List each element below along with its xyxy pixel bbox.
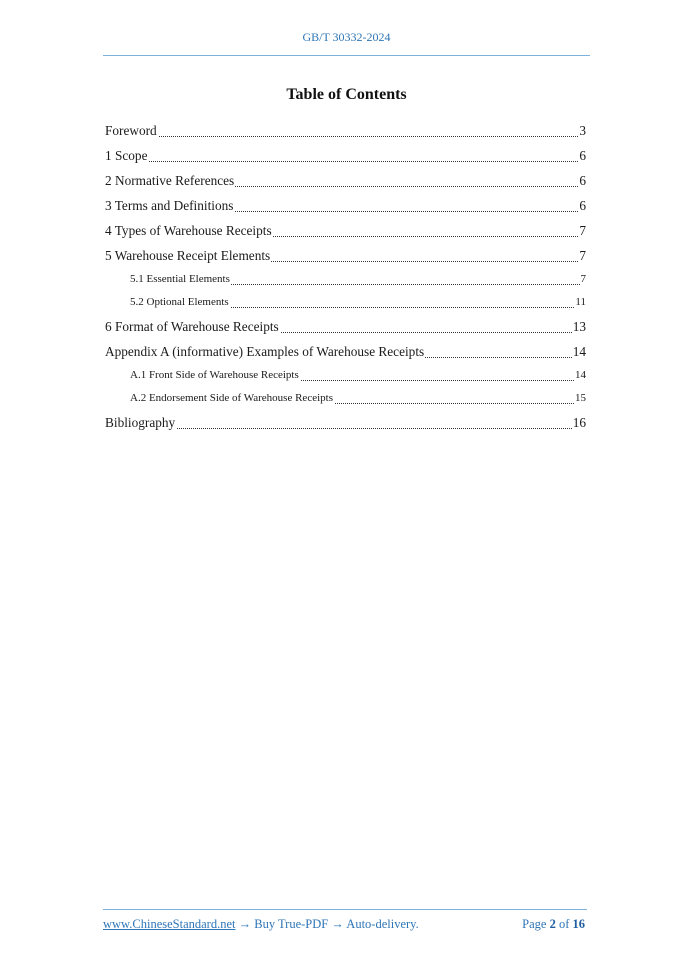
standard-code: GB/T 30332-2024 — [302, 30, 391, 44]
toc-entry[interactable] — [105, 339, 586, 364]
toc-entry-page: 7 — [578, 243, 586, 268]
toc-leader-dots — [105, 428, 586, 429]
toc-entry[interactable] — [105, 168, 586, 193]
header-divider — [103, 55, 590, 56]
toc-entry-label: A.1 Front Side of Warehouse Receipts — [130, 369, 299, 381]
toc-entry-label: 5 Warehouse Receipt Elements — [105, 248, 271, 263]
document-header — [103, 30, 590, 45]
site-link[interactable]: www.ChineseStandard.net — [103, 917, 236, 931]
current-page-number: 2 — [549, 917, 556, 931]
page-prefix: Page — [522, 917, 547, 931]
toc-entry-label: Appendix A (informative) Examples of Warehouse Receipts — [105, 344, 425, 359]
toc-entry-page: 6 — [578, 143, 586, 168]
toc-entry[interactable] — [105, 410, 586, 435]
toc-entry-page: 15 — [574, 387, 586, 410]
toc-entry-page: 7 — [578, 218, 586, 243]
toc-entry-label: 5.1 Essential Elements — [130, 273, 230, 285]
toc-entry-page: 6 — [578, 168, 586, 193]
promo-text: → Buy True-PDF → Auto-delivery. — [235, 917, 419, 931]
page-of: of — [558, 917, 570, 931]
toc-entry-page: 13 — [572, 314, 586, 339]
toc-entry[interactable] — [105, 118, 586, 143]
toc-entry-label: 4 Types of Warehouse Receipts — [105, 223, 272, 238]
toc-entry-label: A.2 Endorsement Side of Warehouse Receipts — [130, 392, 333, 404]
toc-entry-page: 3 — [578, 118, 586, 143]
toc-entry-page: 14 — [572, 339, 586, 364]
toc-entry[interactable] — [105, 291, 586, 314]
toc-entry-label: 1 Scope — [105, 148, 148, 163]
toc-entry-label: 6 Format of Warehouse Receipts — [105, 319, 279, 334]
toc-entry[interactable] — [105, 243, 586, 268]
page-indicator — [522, 917, 585, 932]
toc-entry-label: Bibliography — [105, 415, 176, 430]
toc-entry-label: Foreword — [105, 123, 157, 138]
toc-entry-page: 14 — [574, 364, 586, 387]
toc-entry-label: 3 Terms and Definitions — [105, 198, 234, 213]
toc-entry[interactable] — [105, 143, 586, 168]
toc-title: Table of Contents — [286, 86, 407, 103]
toc-entry[interactable] — [105, 193, 586, 218]
total-pages-number: 16 — [572, 917, 585, 931]
toc-entry[interactable] — [105, 218, 586, 243]
toc-entry[interactable] — [105, 314, 586, 339]
toc-entry[interactable] — [105, 387, 586, 410]
toc-entry[interactable] — [105, 364, 586, 387]
toc-entry-page: 7 — [580, 268, 587, 291]
toc-leader-dots — [105, 161, 586, 162]
toc-entry-page: 11 — [574, 291, 586, 314]
footer-divider — [103, 909, 587, 910]
toc-entry-page: 6 — [578, 193, 586, 218]
toc-entry-label: 2 Normative References — [105, 173, 235, 188]
toc-entry-page: 16 — [572, 410, 586, 435]
toc-entry[interactable] — [105, 268, 586, 291]
toc-entry-label: 5.2 Optional Elements — [130, 296, 229, 308]
document-footer — [103, 917, 587, 932]
toc-leader-dots — [105, 136, 586, 137]
table-of-contents — [105, 118, 586, 435]
